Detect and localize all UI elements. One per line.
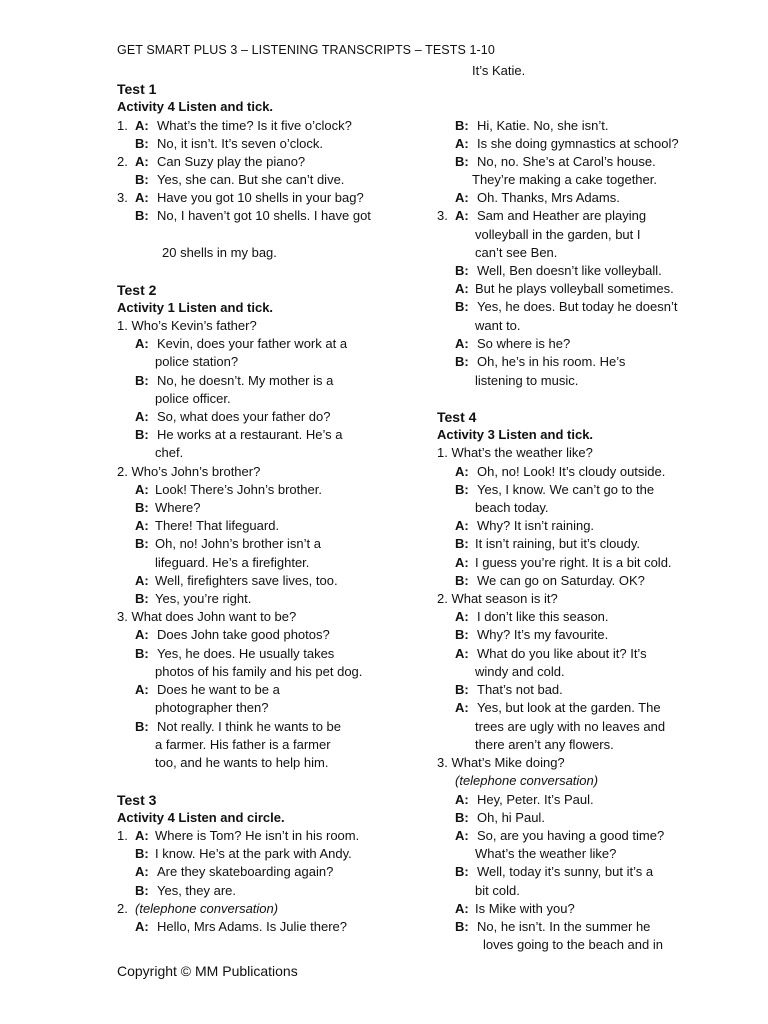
speaker-label: A: xyxy=(455,136,469,151)
dialogue-text: Oh, hi Paul. xyxy=(477,810,545,825)
dialogue-text: There! That lifeguard. xyxy=(155,518,280,533)
transcript-line: there aren’t any flowers. xyxy=(475,737,614,752)
dialogue-line xyxy=(437,608,609,626)
dialogue-line xyxy=(117,572,338,590)
speaker-label: B: xyxy=(455,482,469,497)
dialogue-text: Well, Ben doesn’t like volleyball. xyxy=(477,263,662,278)
dialogue-line xyxy=(117,135,323,153)
dialogue-text: It isn’t raining, but it’s cloudy. xyxy=(475,536,640,551)
dialogue-line xyxy=(117,863,333,881)
dialogue-line xyxy=(437,645,647,663)
speaker-label: B: xyxy=(455,154,469,169)
dialogue-text: What’s the time? Is it five o’clock? xyxy=(157,118,352,133)
transcript-note xyxy=(455,772,598,790)
dialogue-line xyxy=(117,517,279,535)
page-header: GET SMART PLUS 3 – LISTENING TRANSCRIPTS – TESTS 1-10 xyxy=(117,43,495,57)
transcript-line: a farmer. His father is a farmer xyxy=(155,737,331,752)
speaker-label: A: xyxy=(135,864,149,879)
speaker-label: A: xyxy=(135,919,149,934)
dialogue-line xyxy=(117,372,333,390)
speaker-label: B: xyxy=(135,719,149,734)
dialogue-text: Yes, I know. We can’t go to the xyxy=(477,482,655,497)
speaker-label: A: xyxy=(135,482,149,497)
speaker-label: B: xyxy=(455,299,469,314)
dialogue-text: I know. He’s at the park with Andy. xyxy=(155,846,352,861)
dialogue-line xyxy=(437,117,609,135)
speaker-label: B: xyxy=(135,172,149,187)
dialogue-line xyxy=(117,499,201,517)
transcript-note xyxy=(117,900,278,918)
dialogue-line xyxy=(437,681,563,699)
speaker-label: A: xyxy=(135,518,149,533)
note-text: (telephone conversation) xyxy=(455,773,599,788)
dialogue-text: Can Suzy play the piano? xyxy=(157,154,306,169)
speaker-label: A: xyxy=(135,828,149,843)
dialogue-text: No, he doesn’t. My mother is a xyxy=(157,373,334,388)
test-heading: Test 4 xyxy=(437,409,477,425)
dialogue-line xyxy=(117,408,330,426)
speaker-label: A: xyxy=(455,464,469,479)
dialogue-line xyxy=(117,189,364,207)
dialogue-text: I guess you’re right. It is a bit cold. xyxy=(475,555,672,570)
activity-heading: Activity 4 Listen and tick. xyxy=(117,99,274,114)
dialogue-line xyxy=(437,353,625,371)
transcript-line: bit cold. xyxy=(475,883,520,898)
speaker-label: A: xyxy=(135,190,149,205)
dialogue-line xyxy=(437,699,661,717)
transcript-line: 2. What season is it? xyxy=(437,591,558,606)
dialogue-line xyxy=(437,298,677,316)
dialogue-line xyxy=(437,517,594,535)
transcript-line: 1. Who’s Kevin’s father? xyxy=(117,318,257,333)
speaker-label: A: xyxy=(455,555,469,570)
dialogue-line xyxy=(117,535,321,553)
transcript-line: They’re making a cake together. xyxy=(472,172,657,187)
dialogue-line xyxy=(437,153,656,171)
speaker-label: B: xyxy=(135,373,149,388)
dialogue-text: But he plays volleyball sometimes. xyxy=(475,281,674,296)
dialogue-text: So, what does your father do? xyxy=(157,409,331,424)
transcript-line: 1. What’s the weather like? xyxy=(437,445,593,460)
dialogue-text: Oh. Thanks, Mrs Adams. xyxy=(477,190,620,205)
test-heading: Test 2 xyxy=(117,282,157,298)
dialogue-line xyxy=(117,718,341,736)
dialogue-line xyxy=(437,335,570,353)
speaker-label: B: xyxy=(455,864,469,879)
transcript-line: want to. xyxy=(475,318,521,333)
speaker-label: A: xyxy=(135,682,149,697)
speaker-label: A: xyxy=(455,190,469,205)
transcript-line: listening to music. xyxy=(475,373,579,388)
dialogue-text: Have you got 10 shells in your bag? xyxy=(157,190,364,205)
dialogue-line xyxy=(437,189,620,207)
speaker-label: B: xyxy=(455,536,469,551)
dialogue-line xyxy=(117,626,330,644)
speaker-label: A: xyxy=(135,154,149,169)
transcript-line: loves going to the beach and in xyxy=(483,937,663,952)
dialogue-line xyxy=(437,262,662,280)
dialogue-line xyxy=(117,845,352,863)
speaker-label: B: xyxy=(455,682,469,697)
transcript-line: beach today. xyxy=(475,500,549,515)
item-number: 2. xyxy=(117,901,128,916)
dialogue-line xyxy=(117,335,347,353)
dialogue-text: What do you like about it? It’s xyxy=(477,646,647,661)
dialogue-line xyxy=(437,863,653,881)
dialogue-text: Hello, Mrs Adams. Is Julie there? xyxy=(157,919,348,934)
item-number: 1. xyxy=(117,828,128,843)
dialogue-text: Oh, no! Look! It’s cloudy outside. xyxy=(477,464,666,479)
speaker-label: B: xyxy=(455,118,469,133)
dialogue-text: He works at a restaurant. He’s a xyxy=(157,427,343,442)
speaker-label: B: xyxy=(135,500,149,515)
dialogue-line xyxy=(117,171,344,189)
dialogue-line xyxy=(437,135,679,153)
activity-heading: Activity 3 Listen and tick. xyxy=(437,427,594,442)
transcript-line: photos of his family and his pet dog. xyxy=(155,664,363,679)
test-heading: Test 3 xyxy=(117,792,157,808)
transcript-line: It’s Katie. xyxy=(472,63,526,78)
transcript-line: What’s the weather like? xyxy=(475,846,617,861)
note-text: (telephone conversation) xyxy=(135,901,279,916)
dialogue-text: I don’t like this season. xyxy=(477,609,609,624)
dialogue-text: Not really. I think he wants to be xyxy=(157,719,342,734)
dialogue-line xyxy=(117,207,371,225)
dialogue-line xyxy=(117,117,352,135)
speaker-label: A: xyxy=(455,208,469,223)
speaker-label: A: xyxy=(455,828,469,843)
transcript-line: police station? xyxy=(155,354,239,369)
transcript-line: can’t see Ben. xyxy=(475,245,558,260)
dialogue-text: Hi, Katie. No, she isn’t. xyxy=(477,118,609,133)
transcript-line: too, and he wants to help him. xyxy=(155,755,329,770)
speaker-label: B: xyxy=(455,810,469,825)
dialogue-text: That’s not bad. xyxy=(477,682,563,697)
speaker-label: B: xyxy=(135,536,149,551)
dialogue-line xyxy=(437,809,545,827)
speaker-label: A: xyxy=(455,336,469,351)
dialogue-text: Is she doing gymnastics at school? xyxy=(477,136,679,151)
dialogue-line xyxy=(437,626,608,644)
speaker-label: B: xyxy=(135,591,149,606)
dialogue-line xyxy=(117,827,359,845)
speaker-label: B: xyxy=(455,573,469,588)
speaker-label: B: xyxy=(135,846,149,861)
dialogue-line xyxy=(437,280,674,298)
dialogue-text: Does John take good photos? xyxy=(157,627,330,642)
dialogue-text: Are they skateboarding again? xyxy=(157,864,334,879)
dialogue-line xyxy=(117,153,305,171)
item-number: 2. xyxy=(117,154,128,169)
dialogue-text: Does he want to be a xyxy=(157,682,280,697)
transcript-line: 2. Who’s John’s brother? xyxy=(117,464,261,479)
speaker-label: A: xyxy=(455,646,469,661)
transcript-line: 3. What does John want to be? xyxy=(117,609,297,624)
dialogue-text: Yes, she can. But she can’t dive. xyxy=(157,172,345,187)
dialogue-text: No, no. She’s at Carol’s house. xyxy=(477,154,656,169)
speaker-label: A: xyxy=(455,901,469,916)
dialogue-text: Yes, they are. xyxy=(157,883,237,898)
dialogue-line xyxy=(437,481,654,499)
dialogue-line xyxy=(117,882,236,900)
dialogue-text: Why? It isn’t raining. xyxy=(477,518,595,533)
dialogue-line xyxy=(437,554,672,572)
dialogue-text: Sam and Heather are playing xyxy=(477,208,647,223)
activity-heading: Activity 4 Listen and circle. xyxy=(117,810,285,825)
transcript-line: chef. xyxy=(155,445,184,460)
transcript-line: 3. What’s Mike doing? xyxy=(437,755,565,770)
item-number: 3. xyxy=(437,208,448,223)
dialogue-text: Where? xyxy=(155,500,201,515)
speaker-label: B: xyxy=(135,646,149,661)
dialogue-text: Where is Tom? He isn’t in his room. xyxy=(155,828,360,843)
item-number: 1. xyxy=(117,118,128,133)
speaker-label: B: xyxy=(135,427,149,442)
transcript-line: police officer. xyxy=(155,391,231,406)
dialogue-text: Yes, he does. He usually takes xyxy=(157,646,335,661)
dialogue-line xyxy=(437,791,594,809)
dialogue-text: No, I haven’t got 10 shells. I have got xyxy=(157,208,371,223)
dialogue-text: Is Mike with you? xyxy=(475,901,575,916)
transcript-line: windy and cold. xyxy=(475,664,565,679)
test-heading: Test 1 xyxy=(117,81,157,97)
dialogue-text: No, it isn’t. It’s seven o’clock. xyxy=(157,136,323,151)
dialogue-text: Why? It’s my favourite. xyxy=(477,627,609,642)
dialogue-line xyxy=(117,481,322,499)
dialogue-text: Well, firefighters save lives, too. xyxy=(155,573,338,588)
speaker-label: B: xyxy=(455,919,469,934)
speaker-label: B: xyxy=(455,263,469,278)
speaker-label: A: xyxy=(455,700,469,715)
dialogue-line xyxy=(437,463,665,481)
speaker-label: A: xyxy=(455,792,469,807)
speaker-label: A: xyxy=(455,518,469,533)
copyright-footer: Copyright © MM Publications xyxy=(117,963,298,979)
dialogue-line xyxy=(117,426,342,444)
speaker-label: A: xyxy=(135,409,149,424)
transcript-line: photographer then? xyxy=(155,700,269,715)
dialogue-line xyxy=(437,572,645,590)
transcript-line: lifeguard. He’s a firefighter. xyxy=(155,555,310,570)
dialogue-line xyxy=(437,207,646,225)
dialogue-text: Yes, you’re right. xyxy=(155,591,252,606)
transcript-line: volleyball in the garden, but I xyxy=(475,227,641,242)
dialogue-line xyxy=(437,918,650,936)
dialogue-text: No, he isn’t. In the summer he xyxy=(477,919,651,934)
dialogue-text: So where is he? xyxy=(477,336,571,351)
speaker-label: A: xyxy=(135,336,149,351)
dialogue-line xyxy=(117,681,280,699)
transcript-line: 20 shells in my bag. xyxy=(162,245,277,260)
dialogue-line xyxy=(117,918,347,936)
activity-heading: Activity 1 Listen and tick. xyxy=(117,300,274,315)
dialogue-line xyxy=(117,645,334,663)
dialogue-line xyxy=(437,535,640,553)
speaker-label: A: xyxy=(135,573,149,588)
item-number: 3. xyxy=(117,190,128,205)
speaker-label: B: xyxy=(135,136,149,151)
dialogue-text: We can go on Saturday. OK? xyxy=(477,573,645,588)
dialogue-text: Oh, he’s in his room. He’s xyxy=(477,354,626,369)
dialogue-text: Hey, Peter. It’s Paul. xyxy=(477,792,594,807)
speaker-label: A: xyxy=(135,627,149,642)
speaker-label: A: xyxy=(455,609,469,624)
dialogue-text: Yes, he does. But today he doesn’t xyxy=(477,299,678,314)
speaker-label: A: xyxy=(135,118,149,133)
speaker-label: B: xyxy=(455,627,469,642)
dialogue-text: Kevin, does your father work at a xyxy=(157,336,348,351)
dialogue-text: Look! There’s John’s brother. xyxy=(155,482,322,497)
dialogue-text: So, are you having a good time? xyxy=(477,828,665,843)
transcript-line: trees are ugly with no leaves and xyxy=(475,719,666,734)
speaker-label: A: xyxy=(455,281,469,296)
dialogue-text: Yes, but look at the garden. The xyxy=(477,700,661,715)
speaker-label: B: xyxy=(135,208,149,223)
dialogue-line xyxy=(117,590,251,608)
dialogue-line xyxy=(437,827,664,845)
speaker-label: B: xyxy=(455,354,469,369)
dialogue-text: Well, today it’s sunny, but it’s a xyxy=(477,864,654,879)
dialogue-text: Oh, no! John’s brother isn’t a xyxy=(155,536,321,551)
speaker-label: B: xyxy=(135,883,149,898)
dialogue-line xyxy=(437,900,575,918)
